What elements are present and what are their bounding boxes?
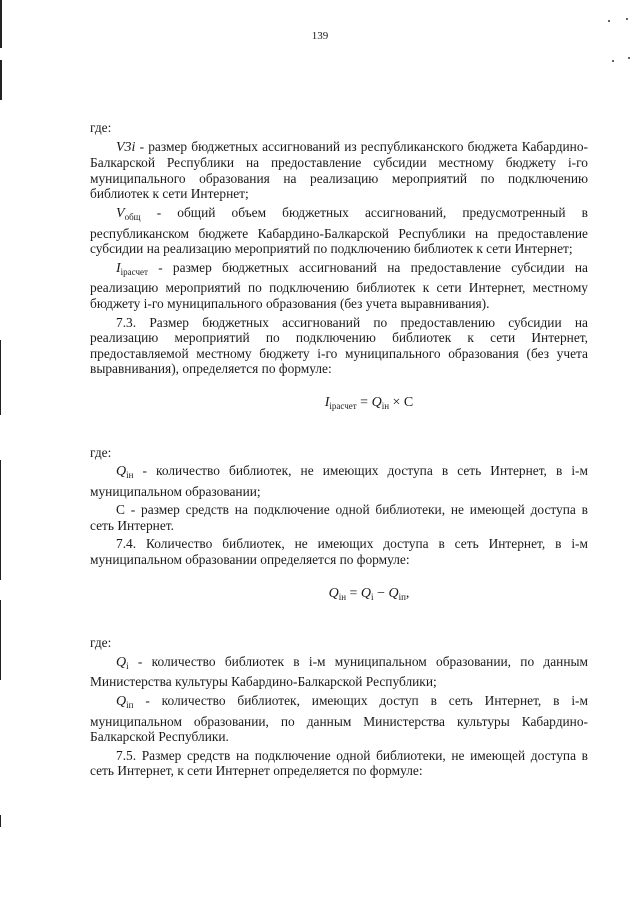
- formula-qin: [90, 586, 588, 606]
- definition-qi: [90, 654, 588, 690]
- definition-v3i: [90, 139, 588, 202]
- symbol-iraschet: I: [116, 260, 121, 276]
- symbol-vobsh: V: [116, 205, 125, 221]
- scan-edge-mark: [0, 815, 1, 827]
- symbol-qi: Q: [116, 654, 127, 670]
- definition-text: - количество библиотек, имеющих доступ в сеть Интернет, в i-м муниципальном образовании, по данным Министерства культуры Кабардино-Балкарской Республики.: [90, 693, 588, 745]
- definition-text: - размер бюджетных ассигнований из республиканского бюджета Кабардино-Балкарской Республики на предоставление субсидии местному бюджету i-го муниципального образования на реализацию мероприятий по подключению библиотек к сети Интернет;: [90, 138, 588, 202]
- where-label: где:: [90, 635, 112, 651]
- formula-qi-subscript: i: [371, 591, 374, 602]
- scan-edge-mark: [0, 600, 1, 680]
- scan-edge-mark: [0, 60, 2, 100]
- scan-dot: [608, 20, 610, 22]
- page-number: 139: [311, 30, 329, 42]
- scan-dot: [626, 18, 628, 20]
- formula-iraschet: [90, 395, 588, 415]
- symbol-subscript: iн: [126, 470, 134, 481]
- definition-text: - общий объем бюджетных ассигнований, предусмотренный в республиканском бюджете Кабардино-Балкарской Республики на предоставление субсидии на реализацию мероприятий по подключению библиотек к сети Интернет;: [90, 204, 588, 257]
- formula-equals: =: [356, 394, 372, 410]
- scan-dot: [612, 60, 614, 62]
- definition-text: - размер бюджетных ассигнований на предоставление субсидии на реализацию мероприятий по подключению библиотек к сети Интернет, местному бюджету i-го муниципального образования (без учета выравнивания).: [90, 259, 588, 311]
- paragraph-7-5: 7.5. Размер средств на подключение одной библиотеки, не имеющей доступа в сеть Интернет, к сети Интернет определяется по формуле:: [90, 747, 588, 779]
- formula-qi: Q: [360, 585, 372, 601]
- definition-text: - количество библиотек, не имеющих доступа в сеть Интернет, в i-м муниципальном образовании;: [90, 463, 588, 499]
- formula-q-subscript: iн: [381, 400, 390, 411]
- definition-qin: [90, 463, 588, 499]
- symbol-qip: Q: [116, 694, 127, 710]
- definition-iraschet: [90, 260, 588, 312]
- where-label: где:: [90, 444, 112, 460]
- formula-minus: −: [373, 585, 389, 601]
- document-body: [90, 120, 588, 782]
- scan-edge-mark: [0, 340, 1, 415]
- formula-q: Q: [371, 394, 382, 410]
- formula-equals: =: [346, 585, 361, 601]
- symbol-qin: Q: [116, 464, 127, 480]
- symbol-subscript: iрасчет: [120, 266, 148, 277]
- symbol-subscript: общ: [124, 211, 141, 222]
- symbol-v3i: V3i: [116, 139, 136, 155]
- formula-qip: Q: [388, 585, 399, 601]
- scan-dot: [628, 57, 630, 59]
- paragraph-7-4: 7.4. Количество библиотек, не имеющих доступа в сеть Интернет, в i-м муниципальном образовании определяется по формуле:: [90, 536, 588, 568]
- formula-end: ,: [405, 585, 410, 601]
- formula-lhs-subscript: iн: [338, 591, 347, 602]
- formula-rest: × C: [389, 394, 414, 410]
- formula-lhs: Q: [328, 585, 339, 601]
- definition-c: С - размер средств на подключение одной библиотеки, не имеющей доступа в сеть Интернет.: [90, 502, 588, 533]
- formula-lhs: I: [324, 394, 330, 410]
- definition-qip: [90, 693, 588, 745]
- where-label: где:: [90, 120, 112, 135]
- definition-vobsh: [90, 205, 588, 257]
- paragraph-7-3: 7.3. Размер бюджетных ассигнований по предоставлению субсидии на реализацию мероприятий по подключению библиотек к сети Интернет, предоставляемой местному бюджету i-го муниципального образования (без учета выравнивания), определяется по формуле:: [90, 314, 588, 377]
- formula-qip-subscript: iп: [398, 591, 406, 602]
- symbol-subscript: i: [126, 660, 129, 671]
- formula-lhs-subscript: iрасчет: [329, 400, 357, 411]
- scan-edge-mark: [0, 460, 1, 580]
- definition-text: - количество библиотек в i-м муниципальном образовании, по данным Министерства культуры Кабардино-Балкарской Республики;: [90, 653, 588, 690]
- symbol-subscript: iп: [126, 700, 134, 711]
